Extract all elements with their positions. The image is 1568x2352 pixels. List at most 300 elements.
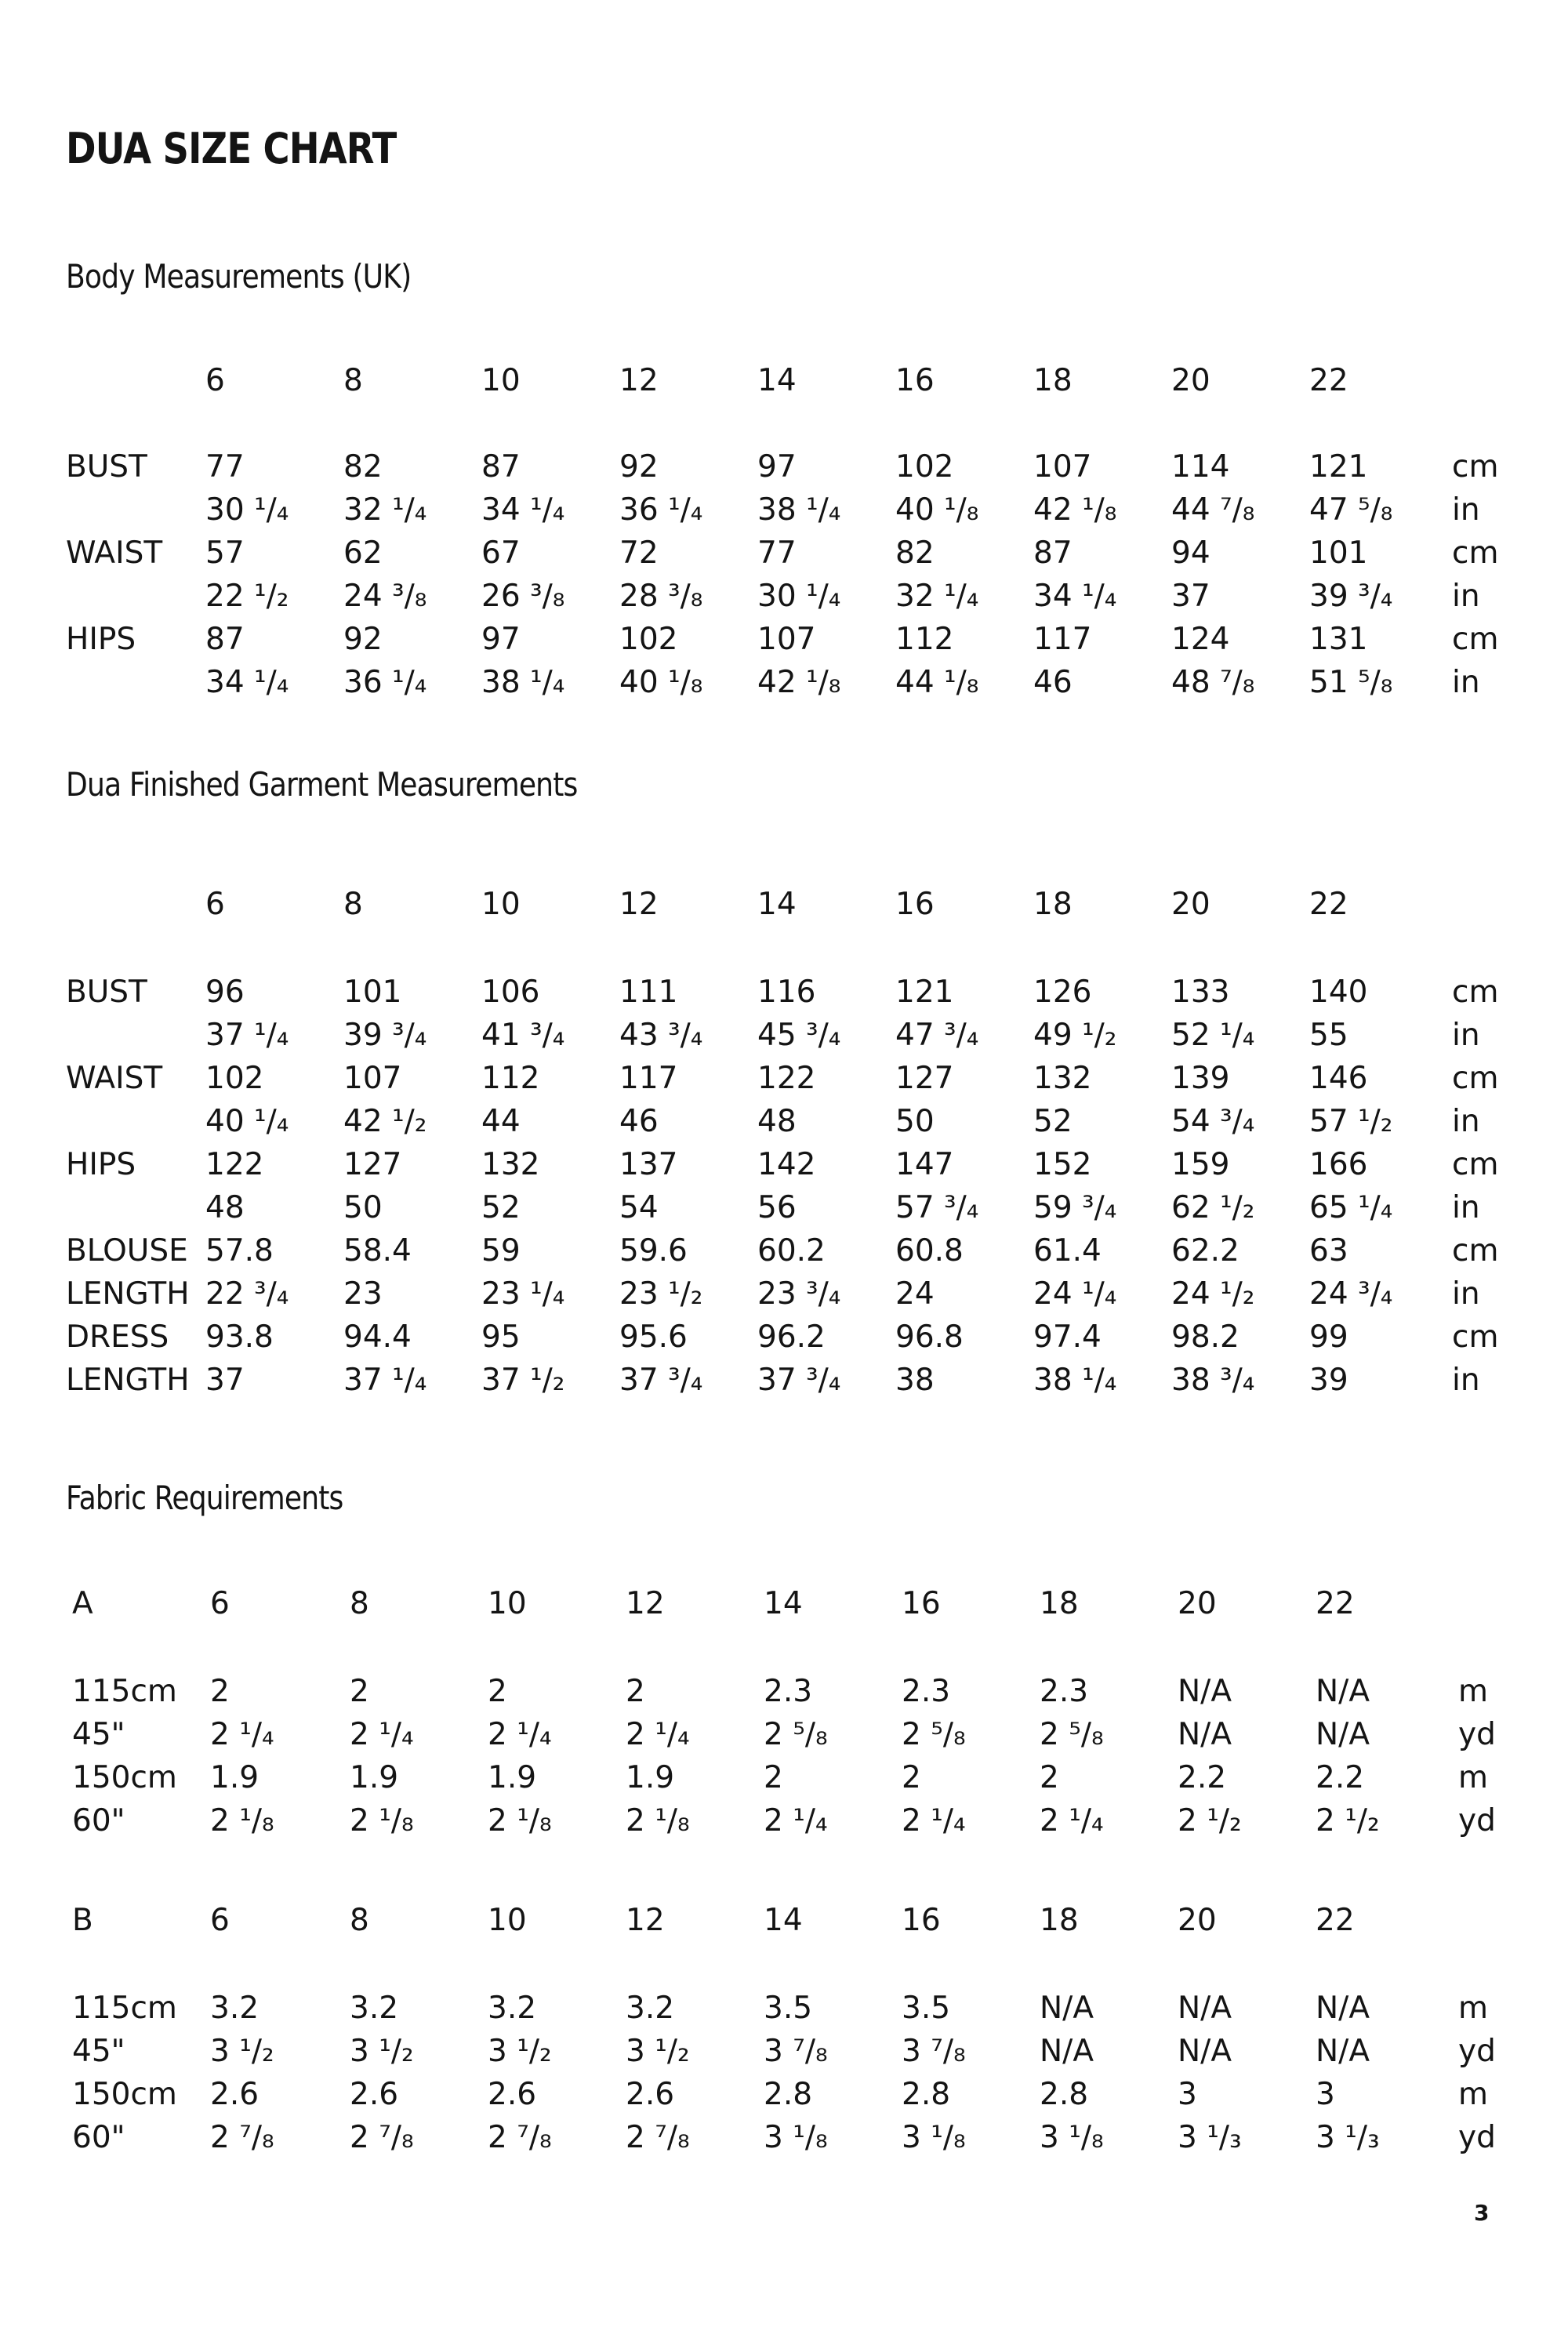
measurement-value: 146 [1309,1061,1368,1096]
measurement-value: 22 ³/₄ [205,1276,289,1312]
measurement-value: 2.6 [488,2077,537,2112]
measurement-value: 23 ³/₄ [757,1276,841,1312]
measurement-value: 3 ¹/₃ [1178,2120,1242,2155]
measurement-value: 24 ¹/₄ [1033,1276,1117,1312]
measurement-value: 126 [1033,975,1092,1010]
measurement-value: 3.5 [902,1991,951,2026]
measurement-value: 43 ³/₄ [619,1018,703,1053]
size-header: 20 [1178,1586,1217,1621]
row-label: WAIST [66,535,163,571]
measurement-value: 2.3 [1040,1674,1089,1709]
measurement-row [0,1671,1568,1712]
measurement-value: 2 ¹/₈ [626,1803,690,1838]
row-label: LENGTH [66,1276,190,1312]
measurement-value: 42 ¹/₂ [343,1104,427,1139]
size-header: 14 [757,363,797,398]
row-label: LENGTH [66,1363,190,1398]
size-header: 10 [481,887,521,922]
measurement-value: 94.4 [343,1319,412,1355]
measurement-row [0,1801,1568,1842]
measurement-value: 32 ¹/₄ [895,579,979,614]
measurement-row [0,2074,1568,2115]
measurement-value: 52 ¹/₄ [1171,1018,1255,1053]
measurement-value: 40 ¹/₄ [205,1104,289,1139]
measurement-value: 117 [619,1061,678,1096]
measurement-value: 87 [205,622,245,657]
measurement-value: 2.2 [1178,1760,1227,1795]
measurement-value: 97 [757,449,797,485]
measurement-row [0,2118,1568,2158]
measurement-value: 42 ¹/₈ [1033,492,1117,528]
measurement-value: 3 ¹/₈ [1040,2120,1104,2155]
row-label: 45" [72,1717,125,1752]
unit-label: cm [1452,1233,1499,1269]
row-label: 60" [72,2120,125,2155]
measurement-value: 45 ³/₄ [757,1018,841,1053]
row-label: DRESS [66,1319,169,1355]
size-header: 16 [895,887,935,922]
size-header: 6 [205,887,225,922]
measurement-row [0,1274,1568,1315]
measurement-value: 57.8 [205,1233,274,1269]
measurement-value: 87 [1033,535,1073,571]
size-header: 12 [626,1903,665,1938]
measurement-value: 94 [1171,535,1210,571]
measurement-value: 132 [481,1147,540,1182]
measurement-value: 82 [895,535,935,571]
size-header: 18 [1040,1903,1079,1938]
measurement-value: 1.9 [210,1760,260,1795]
measurement-value: 48 [205,1190,245,1225]
size-header: 10 [481,363,521,398]
measurement-value: 47 ⁵/₈ [1309,492,1393,528]
measurement-row [0,1145,1568,1185]
measurement-value: 92 [343,622,383,657]
size-header: 12 [626,1586,665,1621]
measurement-value: 23 ¹/₂ [619,1276,703,1312]
measurement-value: 82 [343,449,383,485]
size-header: 6 [210,1586,230,1621]
measurement-value: 101 [1309,535,1368,571]
unit-label: cm [1452,535,1499,571]
measurement-value: 121 [895,975,954,1010]
measurement-value: 34 ¹/₄ [205,665,289,700]
measurement-value: 30 ¹/₄ [205,492,289,528]
measurement-value: 132 [1033,1061,1092,1096]
measurement-value: 48 ⁷/₈ [1171,665,1255,700]
measurement-value: 72 [619,535,659,571]
measurement-value: 39 [1309,1363,1348,1398]
unit-label: m [1458,1991,1488,2026]
row-label: BUST [66,975,147,1010]
body-measurements-heading: Body Measurements (UK) [66,257,412,296]
measurement-value: 37 [1171,579,1210,614]
measurement-value: 62 ¹/₂ [1171,1190,1255,1225]
measurement-value: 59 [481,1233,521,1269]
measurement-value: 2 [350,1674,369,1709]
measurement-value: 2 ¹/₄ [764,1803,828,1838]
measurement-value: 3 ¹/₈ [764,2120,828,2155]
measurement-value: 57 ³/₄ [895,1190,979,1225]
fabric-requirements-heading: Fabric Requirements [66,1479,343,1517]
measurement-value: N/A [1178,1717,1232,1752]
measurement-row [0,576,1568,617]
size-header: 20 [1171,363,1210,398]
row-label: 115cm [72,1674,177,1709]
measurement-value: 23 ¹/₄ [481,1276,565,1312]
unit-label: yd [1458,2120,1496,2155]
size-header: 14 [757,887,797,922]
measurement-value: 127 [895,1061,954,1096]
measurement-value: 2 ¹/₂ [1178,1803,1242,1838]
measurement-value: 34 ¹/₄ [481,492,565,528]
measurement-value: 50 [895,1104,935,1139]
measurement-value: 2.2 [1316,1760,1365,1795]
measurement-value: 54 [619,1190,659,1225]
measurement-value: 2 [764,1760,783,1795]
measurement-value: 133 [1171,975,1230,1010]
measurement-value: 41 ³/₄ [481,1018,565,1053]
unit-label: in [1452,1104,1480,1139]
size-header: 18 [1033,363,1073,398]
size-header: 20 [1178,1903,1217,1938]
measurement-row [0,2031,1568,2072]
size-header: 6 [205,363,225,398]
measurement-value: 38 ¹/₄ [757,492,841,528]
measurement-value: 87 [481,449,521,485]
measurement-row [0,1317,1568,1358]
measurement-value: 124 [1171,622,1230,657]
measurement-value: 2.6 [626,2077,675,2112]
measurement-value: N/A [1316,2034,1370,2069]
measurement-value: 107 [343,1061,402,1096]
measurement-value: 3.2 [488,1991,537,2026]
measurement-row [0,1360,1568,1401]
row-label: 45" [72,2034,125,2069]
measurement-value: 2 ⁷/₈ [210,2120,274,2155]
measurement-value: 51 ⁵/₈ [1309,665,1393,700]
measurement-value: 59.6 [619,1233,688,1269]
row-label: HIPS [66,622,136,657]
measurement-value: 32 ¹/₄ [343,492,427,528]
measurement-value: 137 [619,1147,678,1182]
measurement-value: 2.6 [350,2077,399,2112]
garment-size-header-row [0,884,1568,925]
unit-label: yd [1458,1803,1496,1838]
measurement-value: 48 [757,1104,797,1139]
size-header: 10 [488,1586,527,1621]
measurement-value: 57 [205,535,245,571]
measurement-value: 3 ¹/₈ [902,2120,966,2155]
measurement-value: 2 [488,1674,507,1709]
size-header: 22 [1316,1903,1355,1938]
measurement-value: 60.2 [757,1233,826,1269]
unit-label: cm [1452,975,1499,1010]
measurement-value: 46 [619,1104,659,1139]
measurement-value: 37 [205,1363,245,1398]
measurement-value: 54 ³/₄ [1171,1104,1255,1139]
measurement-value: 50 [343,1190,383,1225]
measurement-value: 93.8 [205,1319,274,1355]
measurement-row [0,619,1568,660]
measurement-value: 2 ⁵/₈ [1040,1717,1104,1752]
measurement-row [0,1231,1568,1272]
measurement-row [0,490,1568,531]
measurement-value: 2 ¹/₈ [210,1803,274,1838]
measurement-value: 37 ¹/₄ [343,1363,427,1398]
measurement-value: 52 [481,1190,521,1225]
measurement-value: 3 ¹/₂ [626,2034,690,2069]
measurement-value: 2 ⁷/₈ [350,2120,414,2155]
measurement-value: 107 [757,622,816,657]
measurement-value: 95.6 [619,1319,688,1355]
measurement-value: 65 ¹/₄ [1309,1190,1393,1225]
unit-label: cm [1452,622,1499,657]
measurement-value: 3 [1316,2077,1335,2112]
measurement-value: 102 [895,449,954,485]
measurement-row [0,972,1568,1013]
measurement-value: 62.2 [1171,1233,1240,1269]
measurement-row [0,662,1568,703]
measurement-value: 2.3 [764,1674,813,1709]
measurement-value: 2 ⁵/₈ [902,1717,966,1752]
measurement-value: 3.5 [764,1991,813,2026]
measurement-value: 106 [481,975,540,1010]
unit-label: m [1458,1760,1488,1795]
measurement-value: 3.2 [350,1991,399,2026]
measurement-value: 2.8 [1040,2077,1089,2112]
row-label: HIPS [66,1147,136,1182]
row-label: BLOUSE [66,1233,188,1269]
measurement-value: 2 [1040,1760,1059,1795]
measurement-value: 122 [205,1147,264,1182]
measurement-value: 24 [895,1276,935,1312]
measurement-value: 166 [1309,1147,1368,1182]
page-number: 3 [1474,2200,1490,2226]
unit-label: cm [1452,1061,1499,1096]
measurement-row [0,447,1568,488]
measurement-value: 62 [343,535,383,571]
measurement-value: 38 ¹/₄ [1033,1363,1117,1398]
row-label: BUST [66,449,147,485]
measurement-value: 2 ⁷/₈ [488,2120,552,2155]
measurement-value: 67 [481,535,521,571]
measurement-value: 101 [343,975,402,1010]
measurement-value: 38 [895,1363,935,1398]
measurement-value: 152 [1033,1147,1092,1182]
measurement-row [0,1758,1568,1798]
unit-label: in [1452,1276,1480,1312]
measurement-value: 26 ³/₈ [481,579,565,614]
measurement-value: 3 ¹/₂ [210,2034,274,2069]
size-header: 12 [619,887,659,922]
measurement-value: 37 ³/₄ [619,1363,703,1398]
measurement-value: 24 ¹/₂ [1171,1276,1255,1312]
measurement-value: 2 ¹/₄ [488,1717,552,1752]
measurement-value: 2 ¹/₄ [1040,1803,1104,1838]
measurement-value: 96.2 [757,1319,826,1355]
row-label: 150cm [72,2077,177,2112]
measurement-value: 3 ¹/₃ [1316,2120,1380,2155]
measurement-value: 77 [757,535,797,571]
measurement-value: 46 [1033,665,1073,700]
measurement-row [0,1058,1568,1099]
measurement-value: 36 ¹/₄ [619,492,703,528]
measurement-value: 96.8 [895,1319,964,1355]
measurement-value: 142 [757,1147,816,1182]
measurement-row [0,1715,1568,1755]
fabric-view-a-header-row [0,1584,1568,1624]
measurement-value: 58.4 [343,1233,412,1269]
row-label: 150cm [72,1760,177,1795]
unit-label: cm [1452,1147,1499,1182]
size-header: 16 [902,1586,941,1621]
size-header: 14 [764,1903,803,1938]
measurement-row [0,1188,1568,1229]
measurement-value: 111 [619,975,678,1010]
unit-label: m [1458,1674,1488,1709]
measurement-value: 40 ¹/₈ [619,665,703,700]
measurement-value: 96 [205,975,245,1010]
measurement-value: 97 [481,622,521,657]
unit-label: cm [1452,449,1499,485]
unit-label: yd [1458,1717,1496,1752]
measurement-value: 2.3 [902,1674,951,1709]
measurement-value: 2 ¹/₄ [210,1717,274,1752]
size-header: 22 [1316,1586,1355,1621]
unit-label: in [1452,492,1480,528]
measurement-value: N/A [1040,2034,1094,2069]
measurement-value: 37 ¹/₂ [481,1363,565,1398]
size-header: 22 [1309,887,1348,922]
measurement-value: 1.9 [350,1760,399,1795]
measurement-value: 40 ¹/₈ [895,492,979,528]
measurement-value: 38 ³/₄ [1171,1363,1255,1398]
measurement-value: 102 [205,1061,264,1096]
measurement-value: 60.8 [895,1233,964,1269]
measurement-value: 2 [902,1760,921,1795]
size-header: 8 [350,1903,369,1938]
measurement-value: 3 ¹/₂ [488,2034,552,2069]
measurement-value: 42 ¹/₈ [757,665,841,700]
measurement-value: 2.6 [210,2077,260,2112]
size-header: 14 [764,1586,803,1621]
size-header: 18 [1033,887,1073,922]
measurement-row [0,1988,1568,2029]
measurement-value: 38 ¹/₄ [481,665,565,700]
unit-label: in [1452,1190,1480,1225]
measurement-value: 63 [1309,1233,1348,1269]
page-title: DUA SIZE CHART [66,124,397,173]
measurement-value: 140 [1309,975,1368,1010]
measurement-value: 122 [757,1061,816,1096]
measurement-value: 44 [481,1104,521,1139]
measurement-value: N/A [1040,1991,1094,2026]
row-label: 60" [72,1803,125,1838]
measurement-value: 49 ¹/₂ [1033,1018,1117,1053]
body-size-header-row [0,361,1568,401]
measurement-value: 2.8 [902,2077,951,2112]
unit-label: m [1458,2077,1488,2112]
measurement-value: 44 ⁷/₈ [1171,492,1255,528]
measurement-value: 52 [1033,1104,1073,1139]
unit-label: in [1452,1018,1480,1053]
measurement-value: 2 ¹/₄ [902,1803,966,1838]
size-header: 12 [619,363,659,398]
measurement-value: 117 [1033,622,1092,657]
unit-label: in [1452,665,1480,700]
measurement-value: 127 [343,1147,402,1182]
measurement-value: 116 [757,975,816,1010]
measurement-value: 139 [1171,1061,1230,1096]
size-header: 8 [350,1586,369,1621]
view-label: B [72,1903,93,1938]
measurement-value: 47 ³/₄ [895,1018,979,1053]
measurement-value: 37 ¹/₄ [205,1018,289,1053]
fabric-view-b-header-row [0,1900,1568,1941]
measurement-value: N/A [1178,2034,1232,2069]
measurement-value: 97.4 [1033,1319,1102,1355]
measurement-value: N/A [1316,1674,1370,1709]
measurement-value: 3 [1178,2077,1197,2112]
row-label: 115cm [72,1991,177,2026]
measurement-value: 39 ³/₄ [343,1018,427,1053]
size-header: 6 [210,1903,230,1938]
measurement-value: 2 ⁷/₈ [626,2120,690,2155]
measurement-value: 159 [1171,1147,1230,1182]
measurement-value: N/A [1178,1674,1232,1709]
measurement-value: 3 ⁷/₈ [764,2034,828,2069]
measurement-value: 107 [1033,449,1092,485]
measurement-value: 121 [1309,449,1368,485]
measurement-value: 24 ³/₈ [343,579,427,614]
measurement-value: 36 ¹/₄ [343,665,427,700]
measurement-value: 37 ³/₄ [757,1363,841,1398]
size-header: 20 [1171,887,1210,922]
measurement-value: 114 [1171,449,1230,485]
measurement-value: 2.8 [764,2077,813,2112]
measurement-value: 112 [481,1061,540,1096]
size-header: 10 [488,1903,527,1938]
size-header: 16 [902,1903,941,1938]
measurement-value: 3.2 [626,1991,675,2026]
measurement-value: 24 ³/₄ [1309,1276,1393,1312]
measurement-value: 56 [757,1190,797,1225]
unit-label: cm [1452,1319,1499,1355]
measurement-value: 2 ¹/₄ [626,1717,690,1752]
measurement-value: 34 ¹/₄ [1033,579,1117,614]
measurement-value: 1.9 [626,1760,675,1795]
measurement-value: 3.2 [210,1991,260,2026]
measurement-value: 131 [1309,622,1368,657]
measurement-value: 2 ⁵/₈ [764,1717,828,1752]
measurement-value: 92 [619,449,659,485]
measurement-value: N/A [1316,1717,1370,1752]
size-header: 18 [1040,1586,1079,1621]
measurement-value: 2 [210,1674,230,1709]
measurement-value: 95 [481,1319,521,1355]
measurement-value: 44 ¹/₈ [895,665,979,700]
measurement-value: 2 ¹/₂ [1316,1803,1380,1838]
view-label: A [72,1586,93,1621]
measurement-value: 59 ³/₄ [1033,1190,1117,1225]
measurement-value: 2 ¹/₄ [350,1717,414,1752]
garment-measurements-heading: Dua Finished Garment Measurements [66,765,578,804]
measurement-value: 28 ³/₈ [619,579,703,614]
measurement-value: 61.4 [1033,1233,1102,1269]
unit-label: in [1452,1363,1480,1398]
size-header: 8 [343,363,363,398]
